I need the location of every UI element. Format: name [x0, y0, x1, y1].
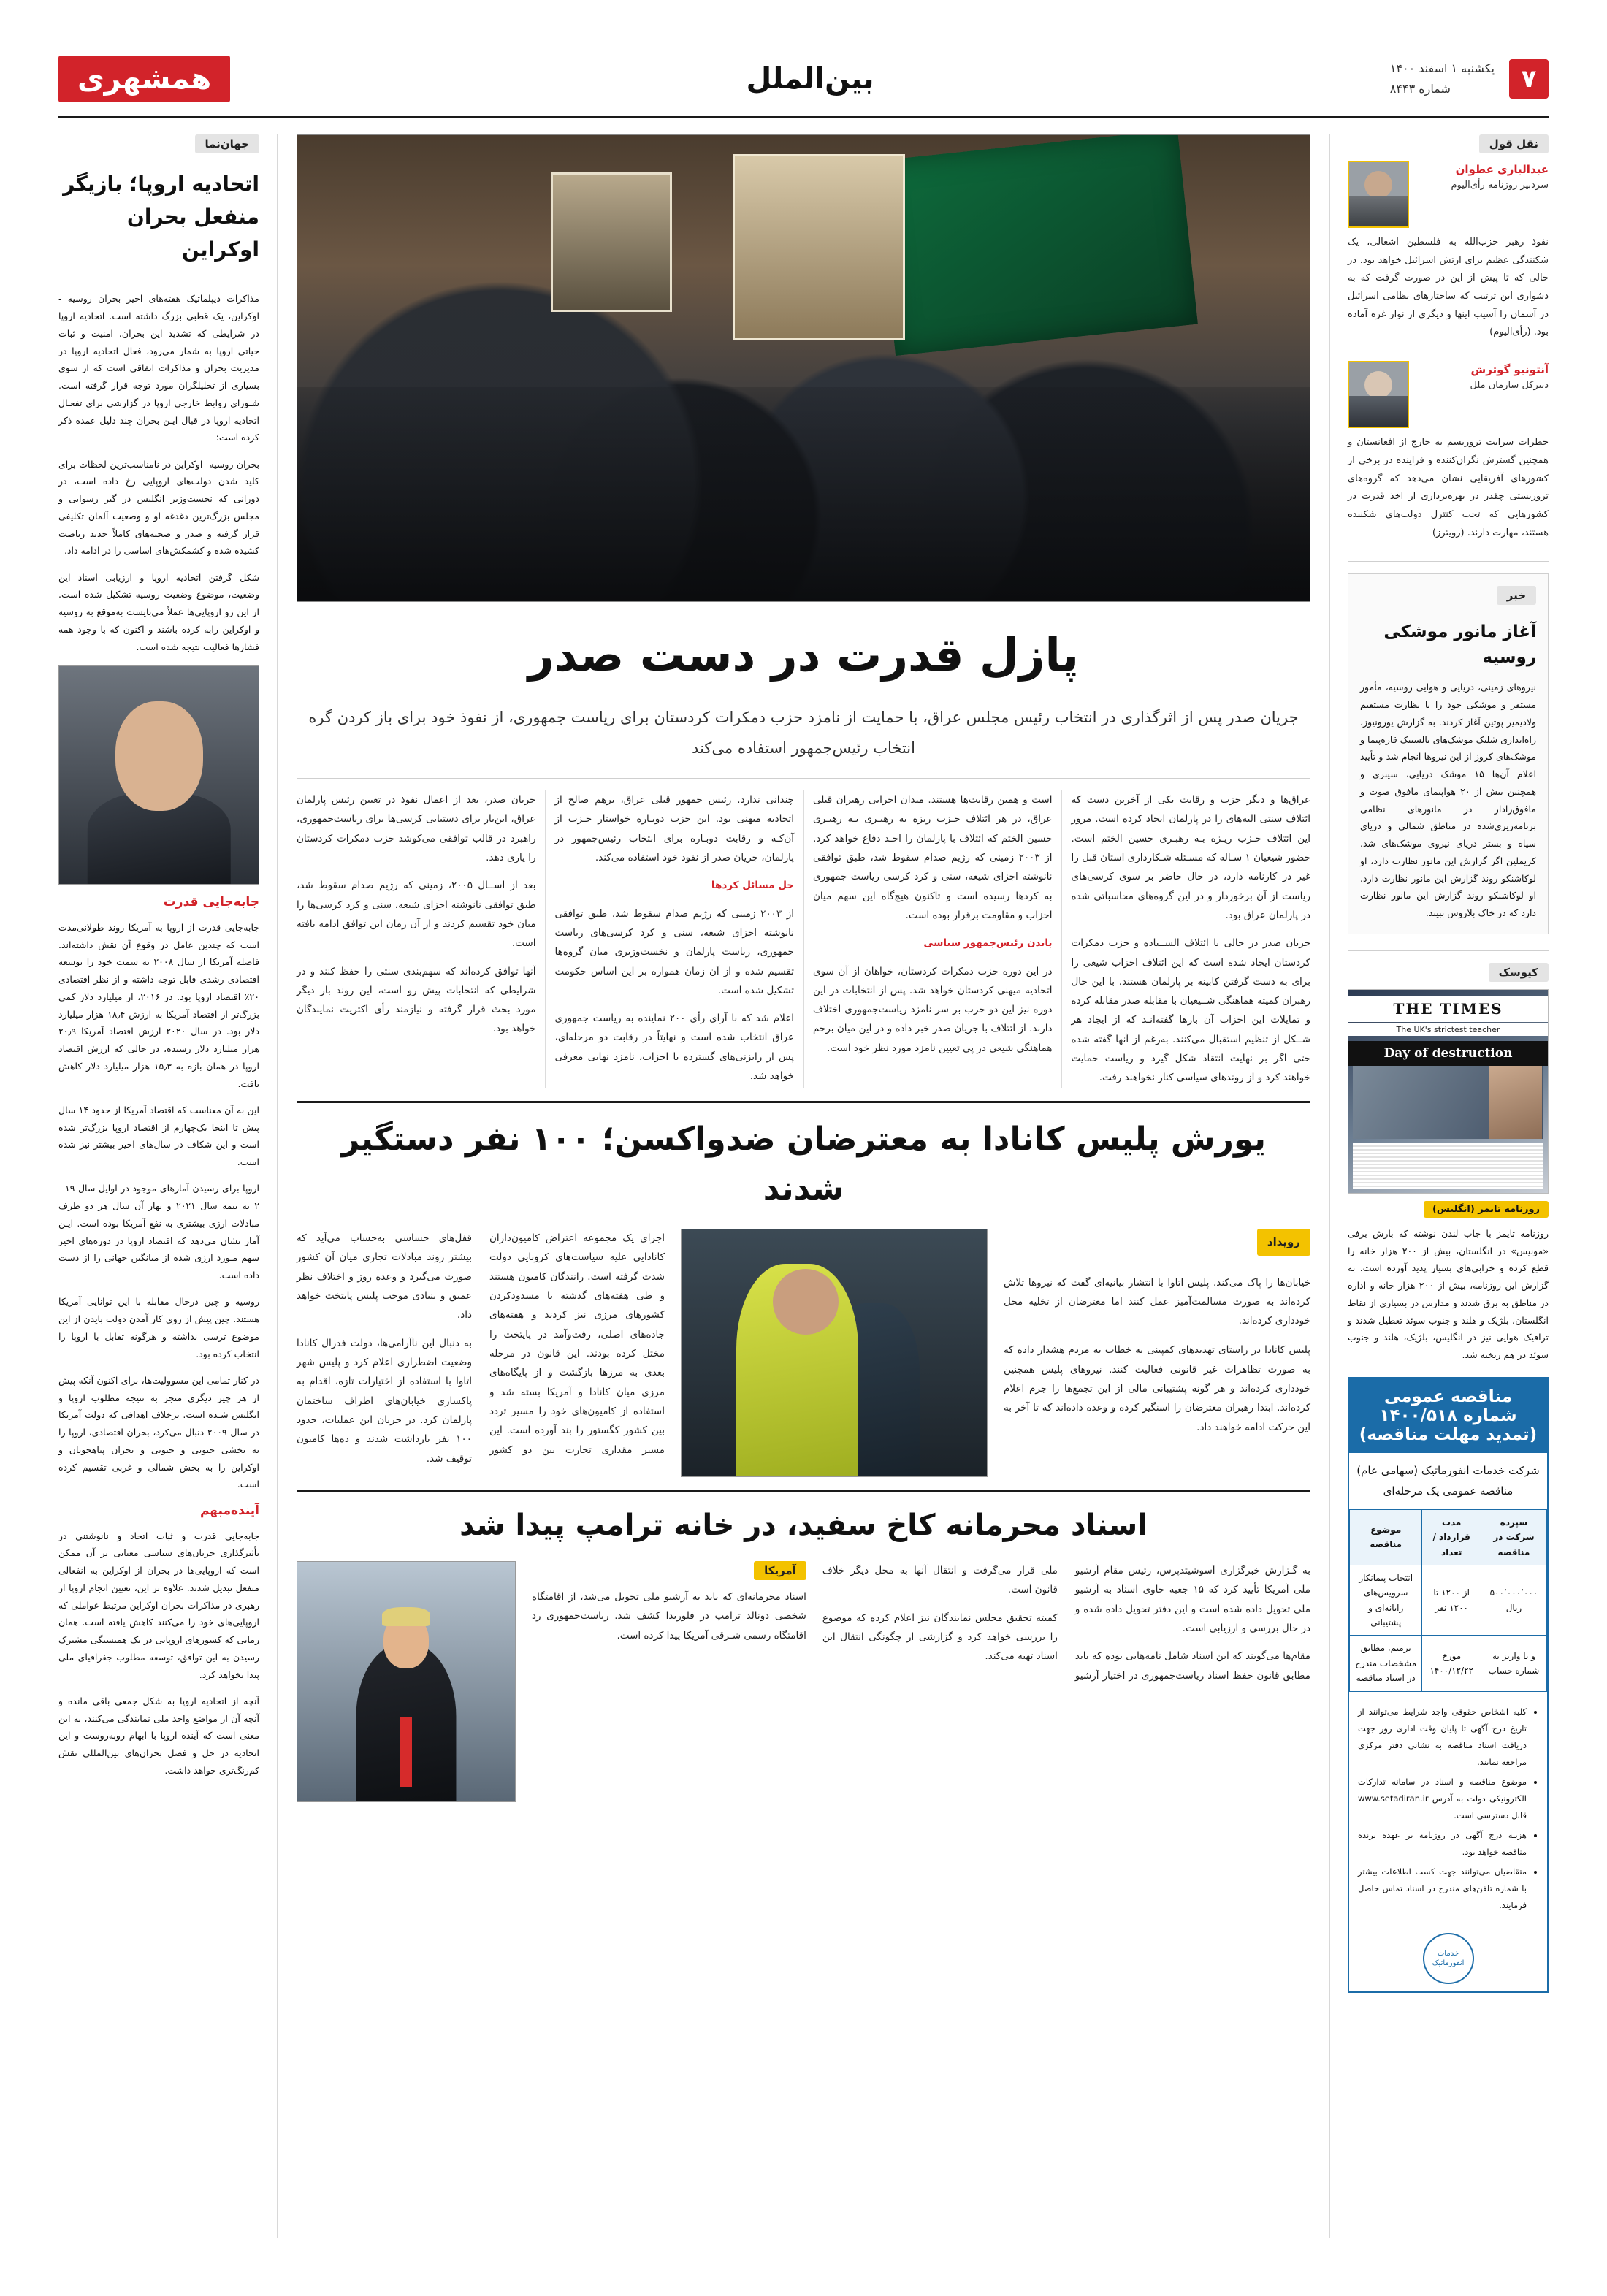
col-subject: موضوع مناقصه [1350, 1509, 1422, 1565]
table-header-row [1350, 1509, 1547, 1565]
paragraph: به دنبال این ناآرامی‌ها، دولت فدرال کانادا وضعیت اضطراری اعلام کرد و پلیس شهر اتاوا با استفاده از اختیارات تازه، اقدام به پاکسازی خیابان‌های اطراف ساختمان پارلمان کرد. در جریان این عملیات، حدود ۱۰۰ نفر بازداشت شدند و ده‌ها کامیون توقیف شد. [297, 1337, 472, 1465]
paragraph: جریان صدر، بعد از اعمال نفوذ در تعیین رئیس پارلمان عراق، این‌بار برای دستیابی کرسی‌ها برای ریاست‌جمهوری، راهبرد در قالب توافقی می‌کوشد حزب دمکرات کردستان را یاری دهد. [297, 794, 536, 863]
paper-logo: همشهری [58, 56, 230, 102]
left-lead-title: اتحادیه اروپا؛ بازیگر منفعل بحران اوکراین [63, 172, 259, 262]
left-photo [58, 665, 259, 885]
paragraph: اسناد محرمانه‌ای که باید به آرشیو ملی تحویل می‌شد، از اقامتگاه شخصی دونالد ترامپ در فلوریدا کشف شد. ریاست‌جمهوری رد اقامتگاه رسمی شـرقی آمریکا پیدا کرده است. [532, 1591, 806, 1641]
main-headline: پازل قدرت در دست صدر [527, 628, 1080, 682]
masthead [58, 51, 1549, 118]
thumb-headline: Day of destruction [1348, 1041, 1548, 1066]
col-duration: مدت قرارداد / تعداد [1422, 1509, 1481, 1565]
paragraph: پلیس کانادا در راستای تهدیدهای کمپینی به خطاب به مردم هشدار داده که به صورت تظاهرات غیر قانونی فعالیت کنند. نیروهای پلیس همچنین خودداری کرده‌اند و هر گونه پشتیبانی مالی از این تجمع‌ها را جرم اعلام کرده‌اند. ابتدا رهبران معترضان را اسنگیر کرده و وعده داده‌اند که تا آخر به این حرکت ادامه خواهند داد. [1004, 1344, 1310, 1433]
kicker-news: خبر [1497, 586, 1536, 605]
ad-type: مناقصه عمومی یک مرحله‌ای [1383, 1484, 1514, 1498]
cell-duration: از ۱۲۰۰ تا ۱۲۰۰ نفر [1422, 1565, 1481, 1636]
photo-head [773, 1269, 839, 1335]
col-deposit: سپرده شرکت در مناقصه [1481, 1509, 1546, 1565]
ad-note: • هزینه درج آگهی در روزنامه بر عهده برنده مناقصه خواهد بود. [1358, 1827, 1527, 1861]
third-story-photo [297, 1561, 516, 1802]
quote-author-name: آنتونیو گوترش [1470, 363, 1549, 377]
ad-title: مناقصه عمومی شماره ۱۴۰۰/۵۱۸ (تمدید مهلت مناقصه) [1349, 1378, 1547, 1453]
third-story-side [532, 1561, 806, 1645]
second-story-col-right [297, 1229, 665, 1468]
ad-note: • متقاضیان می‌توانند جهت کسب اطلاعات بیشتر با شماره تلفن‌های مندرج در اسناد تماس حاصل فرمایند. [1358, 1864, 1527, 1914]
photo-poster [733, 154, 905, 340]
paragraph: اعلام شد که با آرای رأی ۲۰۰ نماینده به ریاست جمهوری عراق انتخاب شده است و نهایتاً در رقابت دو مرحله‌ای، پس از رایزنی‌های گسترده با احزاب، نامزد نهایی معرفی خواهد شد. [554, 1012, 794, 1083]
paragraph: جریان صدر در حالی با ائتلاف الســیاده و حزب دمکرات کردستان ایجاد شده است که این ائتلاف احزاب شیعی را برای به دست گرفتن کابینه بر پارلمان هستند. با این حال رهبران کمیته هماهنگی شــیعیان با مقابله صدر مقابله کرده و تمایلات این احزاب آن بارها گفته‌انـد که از ایجاد هر شــکل از تنظیم استقبال می‌کنند. به‌رغم از آنها گفته شده حتی اگر بر نهایت انتقاد شکل گیرد و ریاست حمایت خواهند کرد و از روندهای سیاسی کنار نخواهند رفت. [1071, 937, 1310, 1084]
third-story-block [297, 1561, 1310, 1802]
third-headline: اسناد محرمانه کاخ سفید، در خانه ترامپ پیدا شد [459, 1509, 1148, 1543]
kicker-quotes: نقل قول [1479, 134, 1549, 153]
cell-duration: مورخ ۱۴۰۰/۱۲/۲۲ [1422, 1636, 1481, 1691]
paragraph: اجرای یک مجموعه اعتراض کامیون‌داران کانادایی علیه سیاست‌های کرونایی دولت شدت گرفته است. رانندگان کامیون هستند و طی هفته‌های گذشته با مسدودکردن کشورهای مرزی نیز کردند و هفته‌های جاده‌های اصلی، رفت‌وآمد در پایتخت را مختل کرده بودند. این قانون در مرحله بعدی به مرزها بازگشت و از پایگاه‌های مرزی میان کانادا و آمریکا بسته شد و استفاده از کامیون‌های خود را مسیر تردد بین کشور کگستور را بند آورده است. این مسیر مقداری تجارت بین دو کشور قفل‌های حساسی به‌حساب می‌آید که بیشتر روند مبادلات تجاری میان آن کشور صورت می‌گیرد و وعده روز و اختلاف نظر عمیق و بنیادی موجب پلیس پایتخت خواهد داد. [297, 1232, 665, 1456]
quote-author-name: عبدالباری عطوان [1455, 163, 1549, 176]
paragraph: چندانی ندارد. رئیس جمهور قبلی عراق، برهم صالح از اتحادیه میهنی بود. این حزب دوبـاره خواستار حـزب از آن‌کـه و رقابت دوبـاره برای انتخاب رئیس‌جمهور در پارلمان، جریان صدر از نفوذ خود استفاده می‌کند. [554, 794, 794, 863]
kicker-america: آمریکا [754, 1561, 806, 1580]
issue-number: شماره ۸۴۴۳ [1389, 81, 1451, 96]
photo-hair [382, 1607, 430, 1626]
paragraph: است و همین رقابت‌ها هستند. میدان اجرایی رهبران قبلی عراق، در هر ائتلاف حـزب ریزه به رهبـری بـه رهبـری حسین الختم که ائتلاف با پارلمان را احـد دفاع خواهد کرد. از ۲۰۰۳ زمینی که رژیم صدام سقوط شد، طبق توافقی نانوشته اجزای شیعه، سنی و کرد کرسی ریاست جمهوری به کردها رسیده است و تاکنون هیچ‌گاه این سهم میان احزاب و مقاومت برقرار بوده است. [813, 794, 1053, 921]
ad-note: • کلیه اشخاص حقوقی واجد شرایط می‌توانند از تاریخ درج آگهی تا پایان وقت اداری روز جهت دریافت اسناد مناقصه به نشانی دفتر مرکزی مراجعه نمایند. [1358, 1704, 1527, 1771]
quote-item [1348, 361, 1549, 542]
kicker-kiosk: کیوسک [1489, 963, 1549, 982]
quote-text: خطرات سرایت تروریسم به خارج از افغانستان و همچنین گسترش نگران‌کننده و فزاینده در برخی از کشورهای آفریقایی نشان می‌دهد که گروه‌های تروریستی چقدر در بهره‌برداری از اخذ قدرت در کشورهایی که تحت کنترل دولت‌های شکننده هستند، مهارت دارند. (رویترز) [1348, 437, 1549, 538]
cell-subject: انتخاب پیمانکار سرویس‌های رایانه‌ای و پشتیبانی [1350, 1565, 1422, 1636]
cell-deposit: ۵۰۰٬۰۰۰٬۰۰۰ ریال [1481, 1565, 1546, 1636]
photo-poster-small [551, 172, 672, 312]
paragraph: این به آن معناست که اقتصاد آمریکا از حدود ۱۴ سال پیش تا اینجا یک‌چهارم از اقتصاد اروپا بزرگ‌تر شده است و این شکاف در سال‌های اخیر بیشتر نیز شده است. [58, 1104, 260, 1168]
divider [297, 778, 1310, 779]
masthead-left [1390, 58, 1549, 98]
paragraph: آنچه از اتحادیه اروپا به شکل جمعی باقی مانده و آنچه آن از مواضع واحد ملی نمایندگی می‌کنند، به این معنی است که آینده اروپا با ابهام روبه‌روست و این اتحادیه در حل و فصل بحران‌های بین‌المللی نقش کم‌رنگ‌تری خواهد داشت. [58, 1695, 259, 1776]
company-logo: خدمات انفورماتیک [1423, 1933, 1474, 1984]
page-number: ۷ [1509, 59, 1549, 99]
sub-kicker: حل مسائل کردها [711, 880, 794, 892]
paragraph: آنها توافق کرده‌اند که سهم‌بندی سنتی را حفظ کنند و در شرایطی که انتخابات پیش رو است، این روند بار دیگر مورد بحث قرار گرفته و نیازمند رأی اکثریت نمایندگان خواهد بود. [297, 965, 536, 1035]
photo-tie [400, 1717, 412, 1787]
left-section2-body [58, 919, 259, 1493]
quote-head [1348, 161, 1549, 228]
ad-org: شرکت خدمات انفورماتیک (سهامی عام) [1356, 1463, 1540, 1477]
paragraph: در این دوره حزب دمکرات کردستان، خواهان از آن سوی اتحادیه میهنی کردستان خواهد شد. پس از انتخابات در این دوره نیز این دو حزب بر سر نامزد ریاست‌جمهوری اختلاف دارند. از ائتلاف با جریان صدر خبر داده و در این میان برحم هماهنگی شیعی در پی تعیین نامزد مورد نظر خود است. [813, 965, 1053, 1054]
main-story-body [297, 790, 1310, 1088]
paragraph: بحران روسیه- اوکراین در نامناسب‌ترین لحظات برای کلید شدن دولت‌های اروپایی رخ داده است، در دورانی که نخست‌وزیر انگلیس در گیر رسوایی و مجلس بزرگ‌ترین دغدغه او و وضعیت آلمان تکلیفی قرار گرفته و صدر و صحنه‌های کاملاً جدید ریاضت کشیده شده و کشمکش‌های اساسی را در ادامه داد. [58, 458, 259, 557]
ad-subtitle [1349, 1453, 1547, 1509]
thumb-text-lines [1353, 1143, 1543, 1189]
ad-table [1349, 1509, 1547, 1692]
left-lead-body [58, 290, 259, 655]
divider [1348, 561, 1549, 562]
paragraph: جابه‌جایی قدرت و ثبات اتحاد و نانوشتنی در تأثیرگذاری جریان‌های سیاسی معنایی بر آن ممکن است که اروپایی‌ها در بحران از اوکراین به انفعالی منفعل تبدیل شدند. علاوه بر این، تعیین انجام اروپا از رهبری در مذاکرات بحران اوکراین مرتبط عواملی که اروپایی‌های خود را می‌کنند کاهش یافته است. همان زمانی که کشورهای اروپایی در یک همبستگی مشترک رسیدن به این توافق، توسعه مطلوب جغرافیای ملی پیدا نخواهد کرد. [58, 1530, 259, 1680]
quote-text: نفوذ رهبر حزب‌الله به فلسطین اشغالی، یک شکنندگی عظیم برای ارتش اسرائیل خواهد بود. در حالی که تا پیش از این در صورت گرفت که به دشواری این ترتیب که ساختارهای نظامی اسرائیل در آسمان را آسیب اینها و دیگری از نوار غزه آماده بود. (رأی‌الیوم) [1348, 237, 1549, 338]
paragraph: از ۲۰۰۳ زمینی که رژیم صدام سقوط شد، طبق توافقی نانوشته اجزای شیعه، سنی و کرد کرسی‌های ریاست جمهوری، ریاست پارلمان و نخست‌وزیری میان گروه‌ها تقسیم شده و از آن زمان همواره بر این اساس حکومت تشکیل شده است. [554, 907, 794, 996]
ad-note: • موضوع مناقصه و اسناد در سامانه تدارکات الکترونیکی دولت به آدرس www.setadiran.ir قابل دسترسی است. [1358, 1774, 1527, 1824]
second-story-col-left [1004, 1229, 1310, 1446]
column-right [1329, 134, 1549, 2238]
cell-deposit: و با واریز به شماره حساب [1481, 1636, 1546, 1691]
paragraph: کمیته تحقیق مجلس نمایندگان نیز اعلام کرده که موضوع را بررسی خواهد کرد و گزارشی از چگونگی انتقال این اسناد تهیه می‌کند. [822, 1612, 1058, 1663]
lead-photo [297, 134, 1310, 602]
photo-foreground [297, 387, 1310, 601]
left-section2-title: جابه‌جایی قدرت [163, 895, 259, 910]
paragraph: بعد از اســال ۲۰۰۵، زمینی که رژیم صدام سقوط شد، طبق توافقی نانوشته اجزای شیعه، سنی و کرد کرسی‌ها را میان خود تقسیم کردند و از آن زمان این توافق ادامه یافته است. [297, 880, 536, 950]
news-box-text: نیروهای زمینی، دریایی و هوایی روسیه، مأمور مستقر و موشکی خود را با نظارت مستقیم ولادیمیر پوتین آغاز کردند. به گزارش یورونیوز، راه‌اندازی شلیک موشک‌های بالستیک قاره‌پیما و موشک‌های کروز از این نیروها انجام شد و تأیید اعلام آن‌ها ۱۵ موشک دریایی، سیبری و همچنین بیش از ۲۰ هواپیمای مافوق صوت و مافوق‌رادار در مانورهای نظامی برنامه‌ریزی‌شده در مناطق شمالی و دریای سیاه و بستر دریای نیروی موشک‌های شد. کریملین اگر گزارش این مانور نظارت دارد، او لوکاشنکو روند گزارش این مانور نظارت دارد، او لوکاشنکو روند گزارش این مانور نظارت دارد که در خاک بلاروس ببیند. [1360, 682, 1536, 918]
table-row [1350, 1565, 1547, 1636]
quote-item [1348, 161, 1549, 342]
thumb-subhead: The UK's strictest teacher [1348, 1023, 1548, 1036]
paragraph: به گـزارش خبرگزاری آسوشیتدپرس، رئیس مقام آرشیو ملی آمریکا تأیید کرد که ۱۵ جعبه حاوی اسناد به آرشیو ملی تحویل داده شده است و این دفتر تحویل داده شده و در حال بررسی و ارزیابی است. [1074, 1565, 1310, 1634]
kiosk-caption: روزنامه تایمز (انگلیس) [1424, 1201, 1549, 1218]
paragraph: جابه‌جایی قدرت از اروپا به آمریکا روند طولانی‌مدت است که چندین عامل در وقوع آن نقش داشته‌اند. فاصله آمریکا از سال ۲۰۰۸ به سمت خود را توسعه اقتصادی رشدی قابل توجه داشته و از نظر اقتصادی ۲۰٪ اقتصاد اروپا بود. در ۲۰۱۶، از میلیارد دلار کمی بزرگ‌تر از اقتصاد آمریکا به ارزش ۱۸٫۴ هزار میلیارد دلار بود. در سال ۲۰۲۰ ارزش اقتصاد آمریکا ۲۰٫۹ هزار میلیارد دلار رسیده، در حالی که ارزش اقتصاد اروپا در همان بازه به ۱۵٫۳ هزار میلیارد دلار کاهش یافت. [58, 921, 259, 1089]
photo-face [115, 701, 203, 811]
left-section3-body [58, 1528, 259, 1780]
third-story-text [822, 1561, 1310, 1685]
second-story-block [297, 1229, 1310, 1477]
issue-date: یکشنبه ۱ اسفند ۱۴۰۰ [1389, 61, 1495, 76]
tender-ad [1348, 1377, 1549, 1993]
quote-head [1348, 361, 1549, 428]
paragraph: عراق‌ها و دیگر حزب و رقابت یکی از آخرین دست که ائتلاف سنتی الیه‌های را در پارلمان ایجاد کرده است. مرور این ائتلاف حـزب ریـزه بـه رهبـری حسین الختم است. حضور شیعیان ۱ سـاله که مسـئله شـکارداری استان قبل را غیر در کارنامه دارد، در حال حاضر بر سوی کرسی‌های ریاست از آن برخوردار و در این گروه‌های محاسباتی شده در پارلمان عراق بود. [1071, 794, 1310, 921]
paragraph: خیابان‌ها را پاک می‌کند. پلیس اتاوا با انتشار بیانیه‌ای گفت که نیروها تلاش کرده‌اند به صورت مسالمت‌آمیز عمل کنند اما معترضان از تخلیه محل خودداری کرده‌اند. [1004, 1276, 1310, 1327]
newspaper-thumbnail [1348, 989, 1549, 1194]
news-box [1348, 573, 1549, 934]
divider-thick [297, 1101, 1310, 1103]
second-headline: یورش پلیس کانادا به معترضان ضدواکسن؛ ۱۰۰ نفر دستگیر شدند [340, 1120, 1267, 1208]
divider [1348, 950, 1549, 951]
kiosk-box [1348, 963, 1549, 1364]
quote-author-role: سردبیر روزنامه رأی‌الیوم [1451, 180, 1549, 191]
paragraph: روسیه و چین درحال مقابله با این توانایی آمریکا هستند. چین پیش از روی کار آمدن دولت بایدن از این موضوع ترسی نداشته و هرگونه تقابل با اروپا را انتخاب کرده بود. [58, 1296, 259, 1359]
table-row [1350, 1636, 1547, 1691]
ad-notes [1349, 1692, 1547, 1926]
second-story-photo [681, 1229, 988, 1477]
paragraph: مقام‌ها می‌گویند که این اسناد شامل نامه‌هایی بوده که باید مطابق قانون حفظ اسناد ریاست‌جمهوری در اختیار آرشیو ملی قرار می‌گرفت و انتقال آنها به محل دیگر خلاف قانون است. [822, 1565, 1310, 1682]
masthead-right [58, 56, 230, 102]
avatar [1348, 361, 1409, 428]
divider-thick [297, 1490, 1310, 1492]
section-title: بین‌الملل [746, 61, 874, 96]
left-section3-title: آینده‌مبهم [199, 1503, 259, 1519]
paragraph: اروپا برای رسیدن آمارهای موجود در اوایل سال ۱۹ - ۲ به نیمه سال ۲۰۲۱ و بهار آن سال هر دو طرف مبادلات ارزی بیشتری به نفع آمریکا بوده است. ایـن آمار نشان می‌دهد که اقتصاد اروپا در دوره‌های اخیر سهم مـورد ارزی شده از میانگین جهانی را از دست داده است. [58, 1183, 260, 1281]
kicker-world: جهان‌نما [195, 134, 259, 153]
issue-date-block [1390, 58, 1495, 98]
kicker-event: رویداد [1257, 1229, 1310, 1256]
column-left [58, 134, 278, 2238]
sub-kicker: بایدن رئیس‌جمهور سیاسی [923, 937, 1053, 950]
main-subhead: جریان صدر پس از اثرگذاری در انتخاب رئیس مجلس عراق، با حمایت از نامزد حزب دمکرات کردستان برای ریاست جمهوری، از نفوذ خود برای باز کردن گره انتخاب رئیس‌جمهور استفاده می‌کند [308, 709, 1299, 757]
cell-subject: ترمیم، مطابق مشخصات مندرج در اسناد مناقصه [1350, 1636, 1422, 1691]
paragraph: مذاکرات دیپلماتیک هفته‌های اخیر بحران روسیه - اوکراین، یک قطبی بزرگ داشته است. اتحادیه اروپا در شرایطی که تشدید این بحران، امنیت و ثبات حیاتی اروپا به شمار می‌رود، فعال اتحادیه اروپا در مدیریت بحران و مذاکرات اتفاقی است که از سوی بسیاری از تحلیلگران مورد توجه قرار گرفته است. شـورای روابط خارجی اروپا در گزارشی برای تفعـال اتحادیه اروپا در قبال ایـن بحران چند دلیل عمده ذکر کرده است: [58, 293, 259, 443]
quote-author-role: دبیرکل سازمان ملل [1470, 380, 1549, 392]
thumb-masthead: THE TIMES [1348, 996, 1548, 1022]
thumb-portrait [1489, 1066, 1542, 1139]
column-center [297, 134, 1310, 2238]
paragraph: شکل گرفتن اتحادیه اروپا و ارزیابی اسناد این وضعیت، موضوع وضعیت روسیه تشکیل شده است. از این رو اروپایی‌ها عملاً می‌بایست به‌موقع به روسیه و اوکراین رابه کرده باشند و اکنون که با وجود همه فشارها فعالیت نتیجه شده است. [58, 571, 259, 652]
page-grid [58, 134, 1549, 2238]
paragraph: در کنار تمامی این مسوولیت‌ها، برای اکنون آنکه پیش از هر چیز دیگری منجر به نتیجه مطلوب اروپا و انگلیس شـده است. برخلاف اهدافی که دولت آمریکا در سال ۲۰۰۹ دنبال می‌کرد، بحران اقتصادی، اروپا را به بخشی جنوبی و جنوبی و بحران پناهجویان و اوکراین را به بخش شمالی و غربی تقسیم کرده است. [58, 1374, 259, 1490]
news-box-title: آغاز مانور موشکی روسیه [1383, 622, 1536, 667]
photo-flag [875, 134, 1198, 356]
kiosk-text: روزنامه تایمز با جاب لندن نوشته که بارش برفی «مونیس» در انگلستان، بیش از ۲۰۰ هزار خانه را قطع کرده و خرابی‌های بسیار پدید آورده است. به گزارش این روزنامه، بیش از ۲۰۰ هزار خانه و اداره در مناطق به برق شدند و مدارس در بسیاری از نقاط انگلستان، بلژیک و هلند و جنوب سوئد تعطیل شدند و ترافیک هوایی نیز در انگلیس، بلژیک، هلند و جنوب سوئد در هم ریخته شد. [1348, 1227, 1549, 1360]
avatar [1348, 161, 1409, 228]
